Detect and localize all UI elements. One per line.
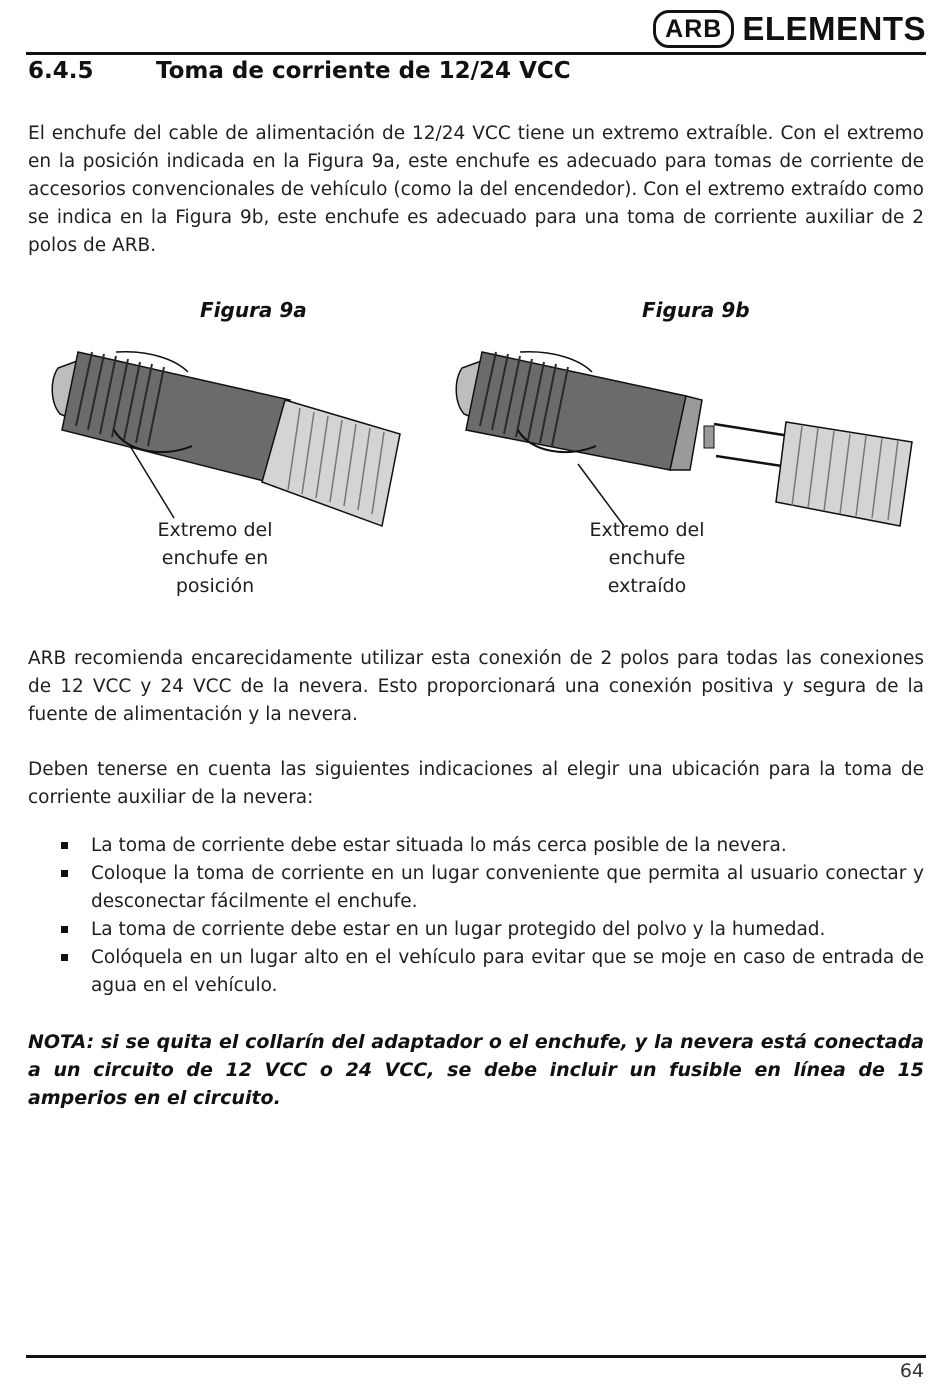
list-item-text: Coloque la toma de corriente en un lugar conveniente que permita al usuario conectar y desconectar fácilmente el enchufe. (91, 863, 924, 912)
considerations-paragraph: Deben tenerse en cuenta las siguientes indicaciones al elegir una ubicación para la toma de corriente auxiliar de la nevera: (28, 759, 924, 808)
arb-badge: ARB (653, 10, 734, 48)
list-item (28, 944, 924, 1000)
figure-9a-callout (125, 516, 305, 600)
figure-9b-callout-line: Extremo del (589, 519, 705, 541)
plug-illustrations (0, 330, 950, 530)
list-item (28, 832, 924, 860)
figure-9a-callout-line: enchufe en (161, 547, 269, 569)
brand-logo (653, 10, 926, 48)
figure-9b-callout (557, 516, 737, 600)
list-item (28, 916, 924, 944)
figure-9a-caption: Figura 9a (200, 298, 307, 322)
section-heading (28, 58, 571, 84)
figure-9b-callout-line: enchufe (608, 547, 686, 569)
fuse-note: NOTA: si se quita el collarín del adaptador o el enchufe, y la nevera está conectada a un circuito de 12 VCC o 24 VCC, se debe incluir un fusible en línea de 15 amperios en el circuito. (28, 1031, 924, 1109)
plug-figure-9b (456, 352, 912, 526)
bullet-square-icon (61, 870, 68, 877)
figure-9b-caption: Figura 9b (642, 298, 750, 322)
brand-name: ELEMENTS (742, 10, 926, 47)
figure-9a-callout-line: posición (175, 575, 255, 597)
figure-9b-callout-line: extraído (607, 575, 687, 597)
section-title: Toma de corriente de 12/24 VCC (156, 58, 571, 84)
list-item-text: La toma de corriente debe estar en un lugar protegido del polvo y la humedad. (91, 919, 826, 940)
figure-9a-callout-line: Extremo del (157, 519, 273, 541)
list-item-text: Colóquela en un lugar alto en el vehículo para evitar que se moje en caso de entrada de agua en el vehículo. (91, 947, 924, 996)
location-bullet-list (28, 832, 924, 1000)
intro-paragraph: El enchufe del cable de alimentación de 12/24 VCC tiene un extremo extraíble. Con el extremo en la posición indicada en la Figura 9a, este enchufe es adecuado para tomas de corriente de accesorios convencionales de vehículo (como la del encendedor). Con el extremo extraído como se indica en la Figura 9b, este enchufe es adecuado para una toma de corriente auxiliar de 2 polos de ARB. (28, 123, 924, 256)
bullet-square-icon (61, 842, 68, 849)
section-number: 6.4.5 (28, 58, 94, 84)
footer-rule (26, 1355, 926, 1358)
list-item (28, 860, 924, 916)
bullet-square-icon (61, 954, 68, 961)
list-item-text: La toma de corriente debe estar situada lo más cerca posible de la nevera. (91, 835, 787, 856)
bullet-square-icon (61, 926, 68, 933)
recommendation-paragraph: ARB recomienda encarecidamente utilizar esta conexión de 2 polos para todas las conexiones de 12 VCC y 24 VCC de la nevera. Esto proporcionará una conexión positiva y segura de la fuente de alimentación y la nevera. (28, 648, 924, 725)
page-number: 64 (899, 1360, 924, 1382)
header-rule (26, 52, 926, 55)
plug-figure-9a (52, 352, 400, 526)
